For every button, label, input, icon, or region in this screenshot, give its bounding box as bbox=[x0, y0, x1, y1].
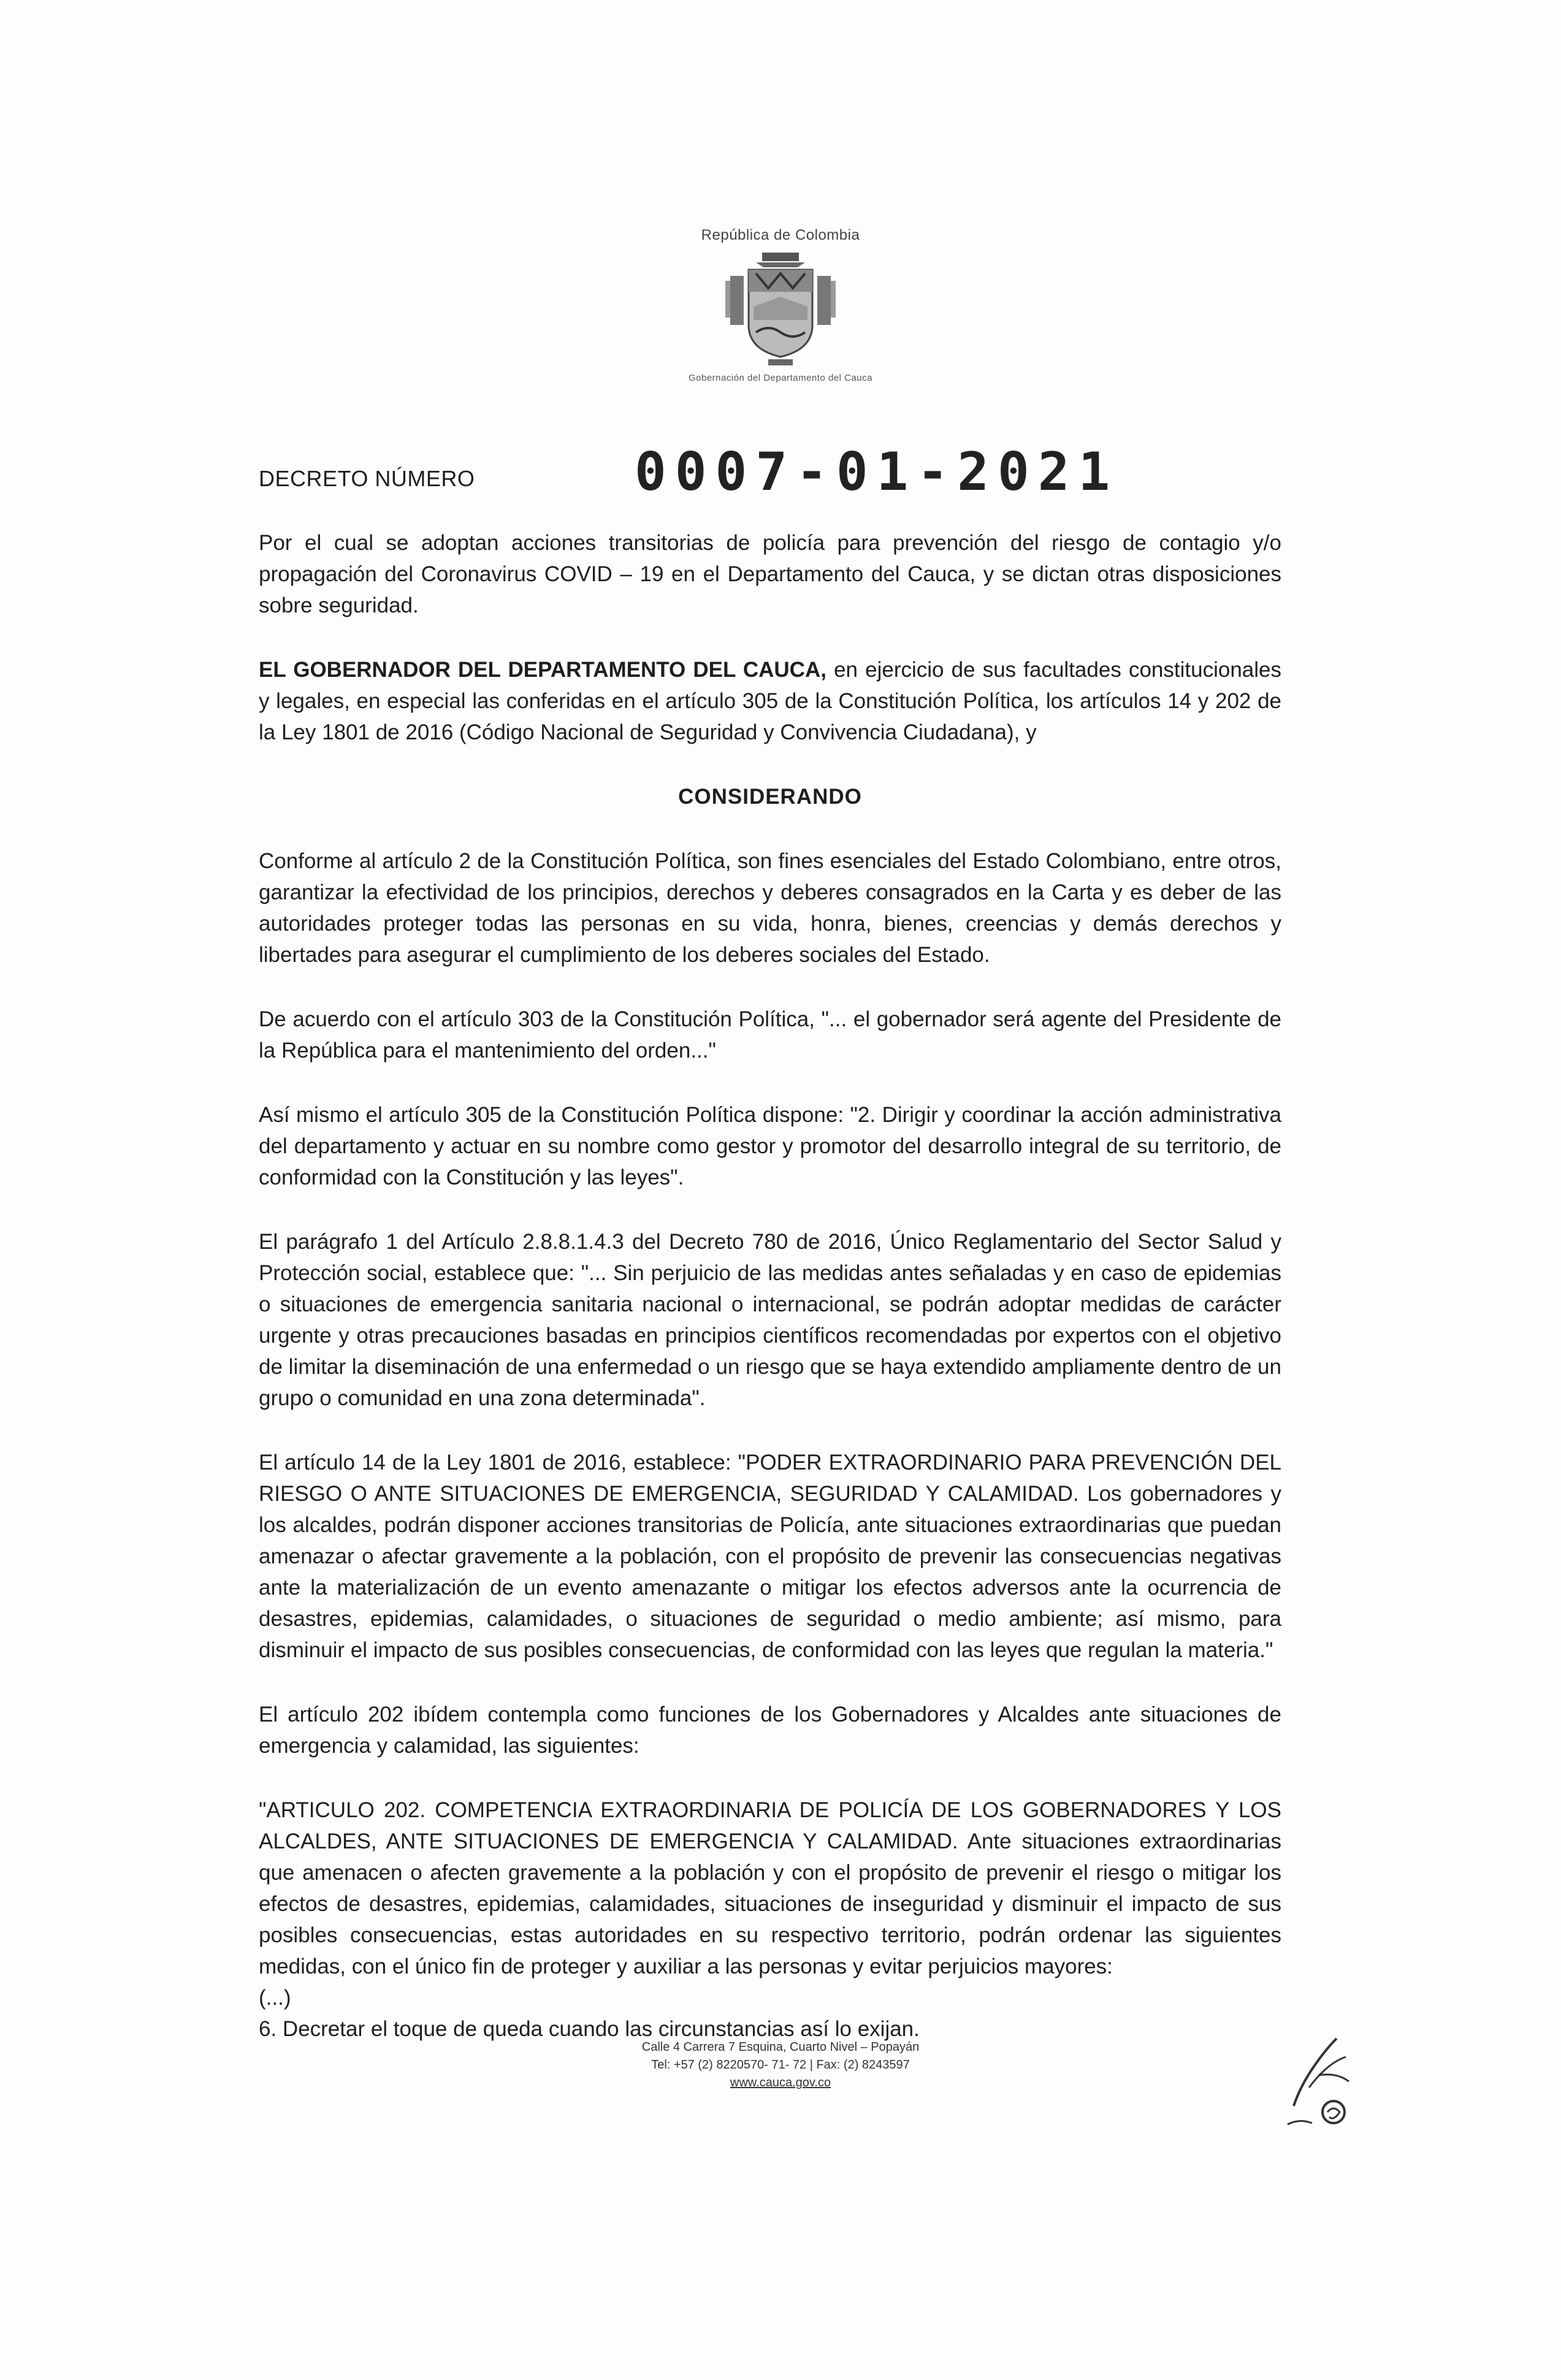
paragraph-5: El artículo 14 de la Ley 1801 de 2016, establece: "PODER EXTRAORDINARIO PARA PREVENCIÓN DEL RIESGO O ANTE SITUACIONES DE EMERGENCIA, SEGURIDAD Y CALAMIDAD. Los gobernadores y los alcaldes, podrán disponer acciones transitorias de Policía, ante situaciones extraordinarias que puedan amenazar o afectar gravemente a la población, con el propósito de prevenir las consecuencias negativas ante la materialización de un evento amenazante o mitigar los efectos adversos ante la ocurrencia de desastres, epidemias, calamidades, o situaciones de seguridad o medio ambiente; así mismo, para disminuir el impacto de sus posibles consecuencias, de conformidad con las leyes que regulan la materia." bbox=[259, 1451, 1281, 1662]
preamble-lead: EL GOBERNADOR DEL DEPARTAMENTO DEL CAUCA, bbox=[259, 658, 826, 682]
letterhead bbox=[644, 227, 917, 383]
footer bbox=[540, 2039, 1021, 2092]
ellipsis: (...) bbox=[259, 1986, 291, 2010]
country-name: República de Colombia bbox=[701, 227, 860, 243]
paragraph-4: El parágrafo 1 del Artículo 2.8.8.1.4.3 del Decreto 780 de 2016, Único Reglamentario del Sector Salud y Protección social, establece que: "... Sin perjuicio de las medidas antes señaladas y en caso de epidemias o situaciones de emergencia sanitaria nacional o internacional, se podrán adoptar medidas de carácter urgente y otras precauciones basadas en principios científicos recomendadas por expertos con el objetivo de limitar la diseminación de una enfermedad o un riesgo que se haya extendido ampliamente dentro de un grupo o comunidad en una zona determinada". bbox=[259, 1230, 1281, 1410]
paragraph-7: "ARTICULO 202. COMPETENCIA EXTRAORDINARIA DE POLICÍA DE LOS GOBERNADORES Y LOS ALCALDES, ANTE SITUACIONES DE EMERGENCIA Y CALAMIDAD. Ante situaciones extraordinarias que amenacen o afecten gravemente a la población y con el propósito de prevenir el riesgo o mitigar los efectos de desastres, epidemias, calamidades, situaciones de inseguridad y disminuir el impacto de sus posibles consecuencias, estas autoridades en su respectivo territorio, podrán ordenar las siguientes medidas, con el único fin de proteger y auxiliar a las personas y evitar perjuicios mayores: bbox=[259, 1798, 1281, 1978]
footer-website-link[interactable]: www.cauca.gov.co bbox=[730, 2076, 831, 2089]
considerando-heading: CONSIDERANDO bbox=[678, 785, 862, 809]
government-name: Gobernación del Departamento del Cauca bbox=[688, 373, 872, 383]
preamble-text: en ejercicio de sus facultades constitucionales y legales, en especial las conferidas en el artículo 305 de la Constitución Política, los artículos 14 y 202 de la Ley 1801 de 2016 (Código Nacional de Seguridad y Convivencia Ciudadana), y bbox=[259, 658, 1281, 744]
paragraph-3: Así mismo el artículo 305 de la Constitución Política dispone: "2. Dirigir y coordinar la acción administrativa del departamento y actuar en su nombre como gestor y promotor del desarrollo integral de su territorio, de conformidad con la Constitución y las leyes". bbox=[259, 1103, 1281, 1189]
preamble bbox=[259, 654, 1281, 748]
paragraph-6: El artículo 202 ibídem contempla como funciones de los Gobernadores y Alcaldes ante situaciones de emergencia y calamidad, las siguientes: bbox=[259, 1703, 1281, 1758]
paragraph-1: Conforme al artículo 2 de la Constitución Política, son fines esenciales del Estado Colombiano, entre otros, garantizar la efectividad de los principios, derechos y deberes consagrados en la Carta y es deber de las autoridades proteger todas las personas en su vida, honra, bienes, creencias y demás derechos y libertades para asegurar el cumplimiento de los deberes sociales del Estado. bbox=[259, 849, 1281, 967]
footer-address: Calle 4 Carrera 7 Esquina, Cuarto Nivel – Popayán bbox=[641, 2040, 920, 2054]
decree-number: 0007-01-2021 bbox=[635, 441, 1119, 503]
measure-item-6: 6. Decretar el toque de queda cuando las circunstancias así lo exijan. bbox=[259, 2017, 920, 2041]
decree-subject: Por el cual se adoptan acciones transitorias de policía para prevención del riesgo de contagio y/o propagación del Coronavirus COVID – 19 en el Departamento del Cauca, y se dictan otras disposiciones sobre seguridad. bbox=[259, 531, 1281, 617]
coat-of-arms-icon bbox=[719, 251, 842, 368]
document-body bbox=[259, 527, 1281, 2045]
decree-label: DECRETO NÚMERO bbox=[259, 466, 475, 491]
handwritten-initials-icon bbox=[1275, 2014, 1361, 2137]
footer-phone: Tel: +57 (2) 8220570- 71- 72 | Fax: (2) 8243597 bbox=[651, 2058, 910, 2072]
paragraph-2: De acuerdo con el artículo 303 de la Constitución Política, "... el gobernador será agente del Presidente de la República para el mantenimiento del orden..." bbox=[259, 1007, 1281, 1062]
